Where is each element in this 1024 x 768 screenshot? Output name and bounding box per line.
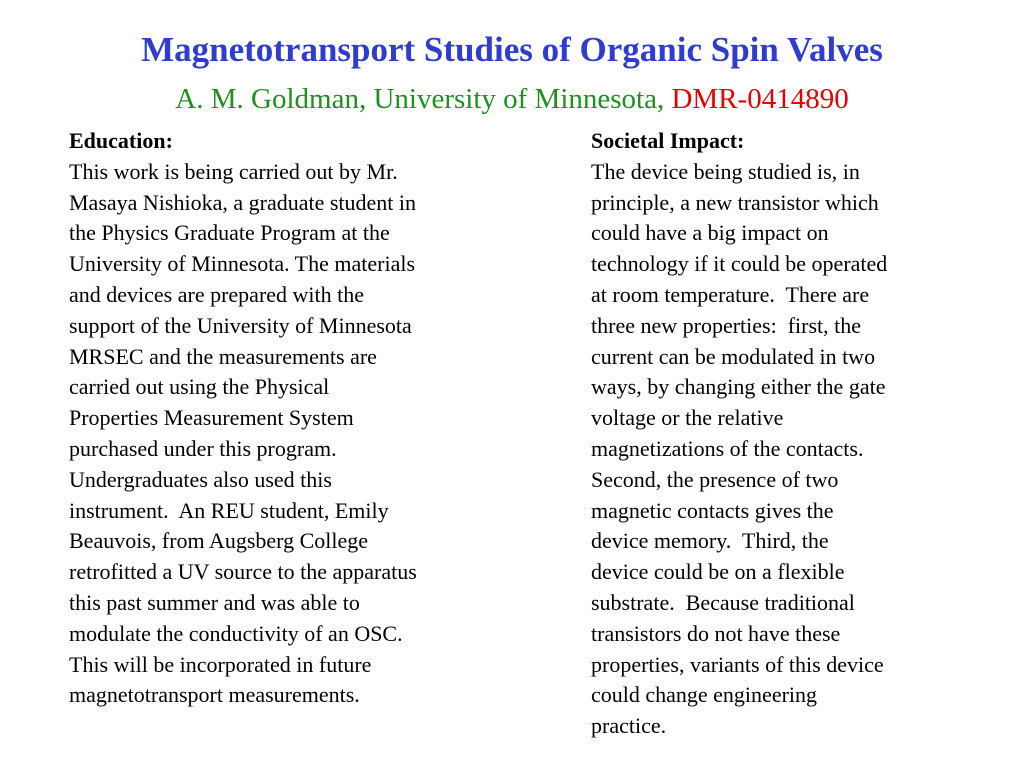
education-heading: Education: — [69, 128, 173, 153]
text-line: carried out using the Physical — [69, 374, 330, 400]
text-line: principle, a new transistor which — [591, 189, 879, 215]
text-line: Undergraduates also used this — [69, 466, 332, 492]
text-line: magnetic contacts gives the — [591, 497, 834, 523]
education-section — [69, 126, 499, 711]
text-line: magnetotransport measurements. — [69, 682, 360, 708]
grant-number: DMR-0414890 — [671, 83, 849, 115]
text-line: MRSEC and the measurements are — [69, 343, 377, 369]
text-line: device memory. Third, the — [591, 528, 829, 554]
text-line: purchased under this program. — [69, 435, 337, 461]
text-line: voltage or the relative — [591, 405, 784, 431]
text-line: modulate the conductivity of an OSC. — [69, 620, 403, 646]
text-line: could change engineering — [591, 682, 818, 708]
text-line: magnetizations of the contacts. — [591, 435, 864, 461]
text-line: University of Minnesota. The materials — [69, 251, 416, 277]
slide-subtitle — [0, 81, 1024, 117]
text-line: could have a big impact on — [591, 220, 829, 246]
text-line: Second, the presence of two — [591, 466, 839, 492]
societal-impact-section — [591, 126, 963, 742]
text-line: retrofitted a UV source to the apparatus — [69, 559, 417, 585]
text-line: Properties Measurement System — [69, 405, 354, 431]
text-line: The device being studied is, in — [591, 158, 860, 184]
text-line: Beauvois, from Augsberg College — [69, 528, 368, 554]
text-line: practice. — [591, 713, 667, 739]
societal-impact-body — [591, 157, 963, 742]
text-line: This will be incorporated in future — [69, 651, 372, 677]
text-line: ways, by changing either the gate — [591, 374, 886, 400]
text-line: at room temperature. There are — [591, 281, 870, 307]
slide-title: Magnetotransport Studies of Organic Spin Valves — [141, 30, 883, 69]
text-line: support of the University of Minnesota — [69, 312, 412, 338]
text-line: this past summer and was able to — [69, 589, 360, 615]
text-line: three new properties: first, the — [591, 312, 862, 338]
text-line: substrate. Because traditional — [591, 589, 855, 615]
text-line: Masaya Nishioka, a graduate student in — [69, 189, 417, 215]
text-line: and devices are prepared with the — [69, 281, 365, 307]
text-line: instrument. An REU student, Emily — [69, 497, 389, 523]
societal-impact-heading: Societal Impact: — [591, 128, 745, 153]
author-affiliation: A. M. Goldman, University of Minnesota, — [175, 83, 672, 115]
education-body — [69, 157, 499, 711]
text-line: This work is being carried out by Mr. — [69, 158, 398, 184]
text-line: current can be modulated in two — [591, 343, 876, 369]
text-line: technology if it could be operated — [591, 251, 888, 277]
text-line: the Physics Graduate Program at the — [69, 220, 390, 246]
text-line: transistors do not have these — [591, 620, 841, 646]
text-line: properties, variants of this device — [591, 651, 884, 677]
text-line: device could be on a flexible — [591, 559, 845, 585]
